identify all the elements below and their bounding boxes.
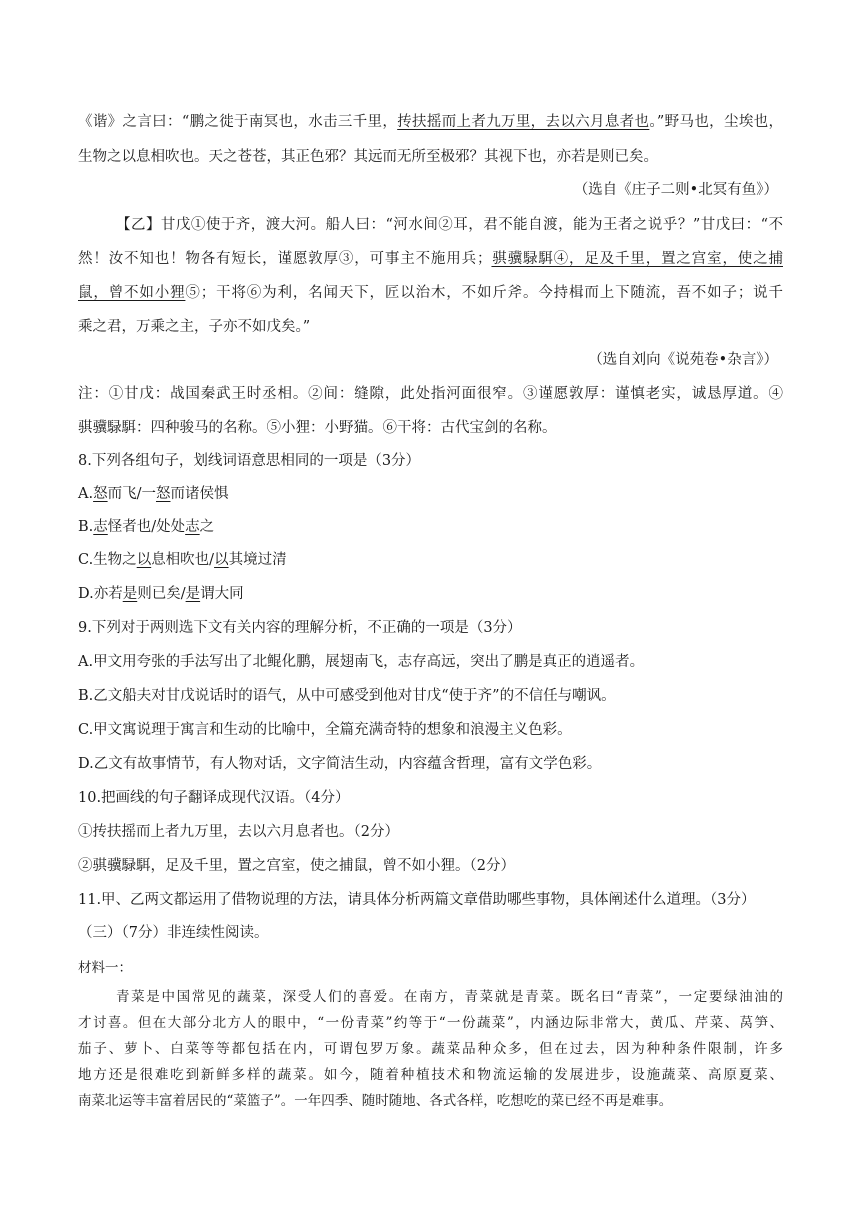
passage-a-line-2: 生物之以息相吹也。天之苍苍，其正色邪？其远而无所至极邪？其视下也，亦若是则已矣。	[78, 149, 658, 165]
material-line-4: 地方还是很难吃到新鲜多样的蔬菜。如今，随着种植技术和物流运输的发展进步，设施蔬菜、高原夏菜、	[78, 1067, 783, 1083]
question-9-option-d: D.乙文有故事情节，有人物对话，文字简洁生动，内容蕴含哲理，富有文学色彩。	[78, 756, 602, 772]
source-note-1: （选自《庄子二则•北冥有鱼》）	[573, 182, 778, 198]
material-line-5: 南菜北运等丰富着居民的“菜篮子”。一年四季、随时随地、各式各样，吃想吃的菜已经不再是难事。	[78, 1093, 673, 1109]
passage-b-line-1: 【乙】甘戊①使于齐，渡大河。船人曰：“河水间②耳，君不能自渡，能为王者之说乎？”甘戊曰：“不	[116, 217, 783, 233]
annotation-line-2: 骐骥騄駬：四种骏马的名称。⑤小狸：小野猫。⑥干将：古代宝剑的名称。	[78, 420, 557, 436]
question-9-option-c: C.甲文寓说理于寓言和生动的比喻中，全篇充满奇特的想象和浪漫主义色彩。	[78, 722, 572, 738]
question-8-option-b: B.志怪者也/处处志之	[78, 519, 215, 535]
material-line-1: 青菜是中国常见的蔬菜，深受人们的喜爱。在南方，青菜就是青菜。既名曰“青菜”，一定要绿油油的	[116, 989, 783, 1005]
question-11: 11.甲、乙两文都运用了借物说理的方法，请具体分析两篇文章借助哪些事物，具体阐述什么道理。（3分）	[78, 892, 756, 908]
question-8-option-c: C.生物之以息相吹也/以其境过清	[78, 552, 287, 568]
annotation-line-1: 注：①甘戊：战国秦武王时丞相。②间：缝隙，此处指河面很窄。③谨愿敦厚：谨慎老实，诚恳厚道。④	[78, 386, 783, 402]
question-8: 8.下列各组句子，划线词语意思相同的一项是（3分）	[78, 453, 421, 469]
material-1-label: 材料一：	[78, 960, 132, 976]
passage-b-line-4: 乘之君，万乘之主，子亦不如戊矣。”	[78, 319, 311, 335]
passage-a-line-1: 《谐》之言曰：“鹏之徙于南冥也，水击三千里，抟扶摇而上者九万里，去以六月息者也。”野马也，尘埃也，	[78, 114, 783, 130]
underlined-sentence-2b: 鼠，曾不如小狸	[78, 285, 186, 301]
question-8-option-d: D.亦若是则已矣/是谓大同	[78, 586, 244, 602]
section-3-heading: （三）（7分）非连续性阅读。	[78, 925, 269, 941]
underlined-sentence-1: 抟扶摇而上者九万里，去以六月息者也	[397, 114, 650, 130]
question-9-option-a: A.甲文用夸张的手法写出了北鲲化鹏，展翅南飞，志存高远，突出了鹏是真正的逍遥者。	[78, 654, 645, 670]
underlined-sentence-2a: 骐骥騄駬④，足及千里，置之宫室，使之捕	[491, 251, 783, 267]
question-10: 10.把画线的句子翻译成现代汉语。（4分）	[78, 790, 350, 806]
question-9-option-b: B.乙文船夫对甘戊说话时的语气，从中可感受到他对甘戊“使于齐”的不信任与嘲讽。	[78, 688, 616, 704]
passage-b-line-3: 鼠，曾不如小狸⑤；干将⑥为利，名闻天下，匠以治木，不如斤斧。今持楫而上下随流，吾不如子；说千	[78, 285, 784, 301]
question-10-item-1: ①抟扶摇而上者九万里，去以六月息者也。（2分）	[78, 824, 399, 840]
passage-b-line-2: 然！汝不知也！物各有短长，谨愿敦厚③，可事主不施用兵；骐骥騄駬④，足及千里，置之宫室，使之捕	[78, 251, 783, 267]
question-9: 9.下列对于两则选下文有关内容的理解分析，不正确的一项是（3分）	[78, 620, 522, 636]
question-10-item-2: ②骐骥騄駬，足及千里，置之宫室，使之捕鼠，曾不如小狸。（2分）	[78, 858, 515, 874]
material-line-2: 才讨喜。但在大部分北方人的眼中，“一份青菜”约等于“一份蔬菜”，内涵边际非常大，黄瓜、芹菜、莴笋、	[78, 1015, 783, 1031]
source-note-2: （选自刘向《说苑卷•杂言》）	[588, 352, 778, 368]
question-8-option-a: A.怒而飞/一怒而诸侯惧	[78, 486, 229, 502]
material-line-3: 茄子、萝卜、白菜等等都包括在内，可谓包罗万象。蔬菜品种众多，但在过去，因为种种条件限制，许多	[78, 1041, 783, 1057]
